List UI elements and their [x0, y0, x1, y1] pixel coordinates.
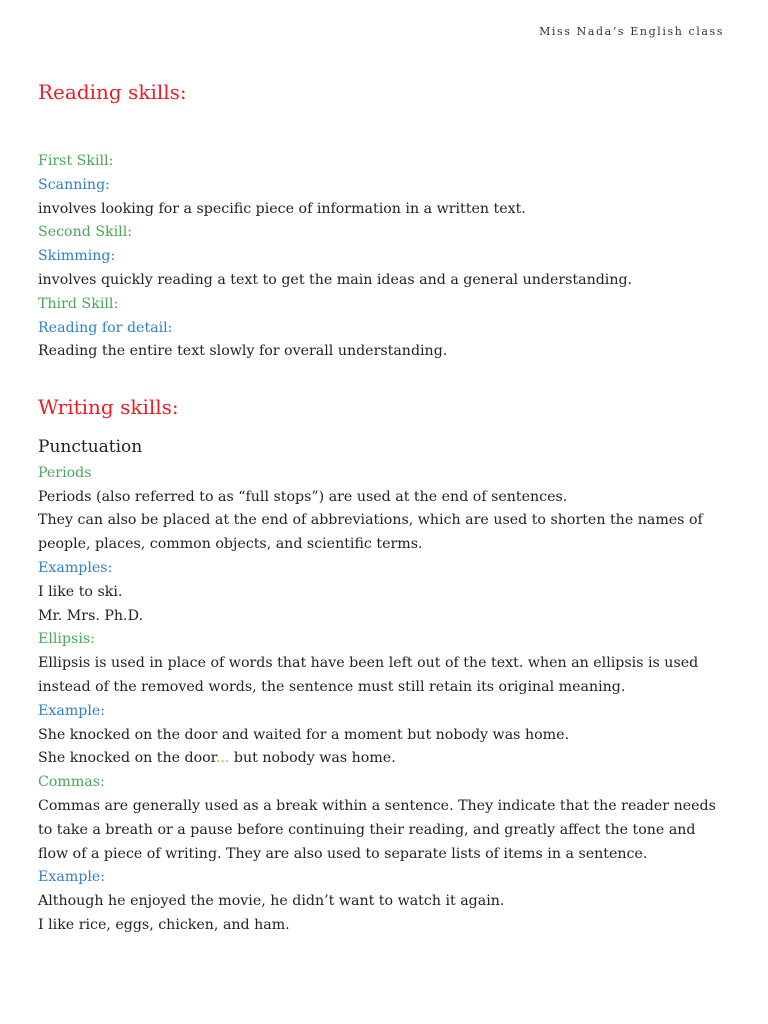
periods-example-1: I like to ski.	[38, 583, 123, 600]
ellipsis-example-2	[38, 747, 728, 771]
periods-label: Periods	[38, 464, 92, 481]
reading-for-detail-label: Reading for detail:	[38, 319, 173, 336]
ellipsis-example-label: Example:	[38, 702, 106, 719]
commas-label: Commas:	[38, 774, 105, 791]
reading-skills-heading: Reading skills:	[38, 80, 187, 104]
skimming-label: Skimming:	[38, 248, 116, 265]
ellipsis-dots: ...	[215, 750, 230, 767]
commas-example-2: I like rice, eggs, chicken, and ham.	[38, 916, 290, 933]
scanning-description: involves looking for a specific piece of information in a written text.	[38, 200, 526, 217]
ellipsis-example-2-start: She knocked on the door	[38, 750, 216, 767]
periods-description-1: Periods (also referred to as “full stops”) are used at the end of sentences.	[38, 488, 568, 505]
punctuation-heading: Punctuation	[38, 437, 143, 457]
periods-example-2: Mr. Mrs. Ph.D.	[38, 607, 143, 624]
ellipsis-label: Ellipsis:	[38, 631, 95, 648]
commas-example-label: Example:	[38, 869, 106, 886]
reading-skills-section	[38, 150, 728, 364]
periods-description-2: They can also be placed at the end of abbreviations, which are used to shorten the names of people, places, common objects, and scientific terms.	[38, 512, 703, 553]
page-header: Miss Nada’s English class	[539, 25, 724, 38]
skimming-description: involves quickly reading a text to get the main ideas and a general understanding.	[38, 271, 633, 288]
commas-example-1: Although he enjoyed the movie, he didn’t want to watch it again.	[38, 893, 505, 910]
ellipsis-description: Ellipsis is used in place of words that have been left out of the text. when an ellipsis is used instead of the removed words, the sentence must still retain its original meaning.	[38, 655, 699, 695]
first-skill-label: First Skill:	[38, 153, 114, 169]
periods-examples-label: Examples:	[38, 559, 113, 576]
ellipsis-example-2-end: but nobody was home.	[229, 750, 396, 767]
third-skill-label: Third Skill:	[38, 295, 119, 312]
ellipsis-example-1: She knocked on the door and waited for a moment but nobody was home.	[38, 726, 569, 743]
writing-skills-section	[38, 436, 728, 938]
commas-description: Commas are generally used as a break within a sentence. They indicate that the reader needs to take a breath or a pause before continuing their reading, and greatly affect the tone and flow of a piece of writing. They are also used to separate lists of items in a sentence.	[38, 797, 716, 862]
scanning-label: Scanning:	[38, 176, 110, 193]
reading-for-detail-description: Reading the entire text slowly for overall understanding.	[38, 343, 448, 360]
writing-skills-heading: Writing skills:	[38, 395, 179, 419]
second-skill-label: Second Skill:	[38, 224, 133, 241]
